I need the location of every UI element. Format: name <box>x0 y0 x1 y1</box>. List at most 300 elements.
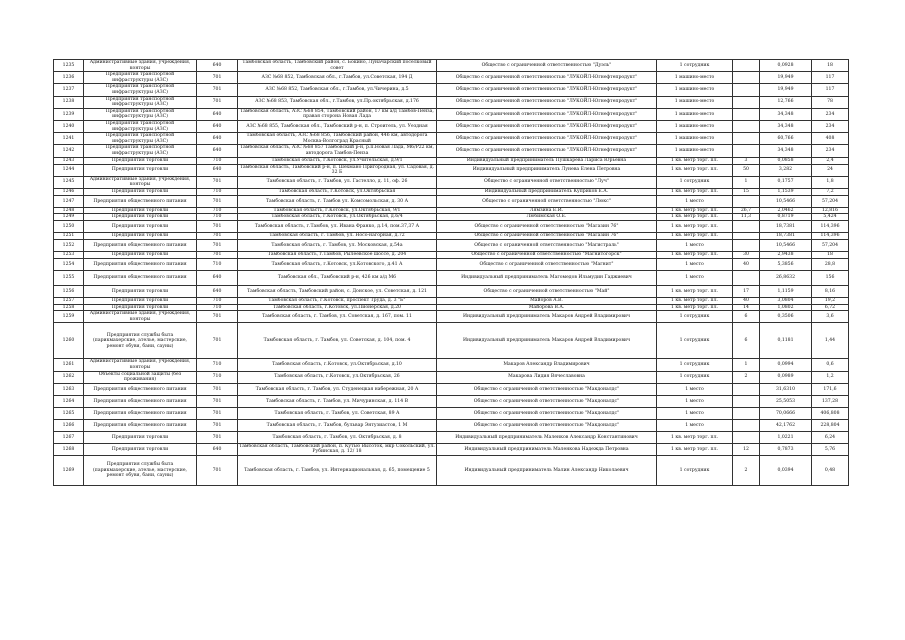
quantity-cell: 26,7 <box>733 207 760 214</box>
table-row <box>54 298 849 305</box>
address-cell: Тамбовская область, г. Тамбов, ул. Носо-нагорная, д.72 <box>238 233 437 240</box>
object-type-cell: Предприятия службы быта (парикмахерские, ателье, мастерские, ремонт обуви, бани, сауны) <box>84 456 197 486</box>
register-table-container <box>53 59 848 486</box>
unit-cell: 1 кв. метр торг. пл. <box>657 157 733 164</box>
row-number-cell: 1238 <box>54 96 84 108</box>
organization-cell: Лямзина Е.И. <box>437 207 657 214</box>
volume-cell: 117 <box>812 84 849 96</box>
organization-cell: Общество с ограниченной ответственностью "ЛУКОЙЛ-Югнефтепродукт" <box>437 96 657 108</box>
norm-cell: 42,1762 <box>760 419 812 431</box>
norm-cell: 34,348 <box>760 120 812 132</box>
organization-cell: Общество с ограниченной ответственностью "ЛУКОЙЛ-Югнефтепродукт" <box>437 72 657 84</box>
organization-cell: Макарова Лидия Вячеславовна <box>437 371 657 383</box>
organization-cell: Индивидуальный предприниматель Макаров Андрей Владимирович <box>437 323 657 359</box>
quantity-cell: 40 <box>733 259 760 271</box>
object-type-cell: Предприятия транспортной инфраструктуры (АЗС) <box>84 108 197 120</box>
volume-cell: 18 <box>812 60 849 72</box>
address-cell: Тамбовская область, г.Тамбов, ул. Ивана Франко, д.14, пом.37,37 А <box>238 221 437 233</box>
volume-cell: 57,204 <box>812 240 849 252</box>
address-cell: Тамбовская область, АЗС №68 856, Тамбовский район, 446 км, автодорога Москва-Волгоград Красный <box>238 133 437 145</box>
object-type-cell: Предприятия торговли <box>84 188 197 195</box>
norm-cell: 1,0802 <box>760 304 812 311</box>
row-number-cell: 1257 <box>54 298 84 305</box>
unit-cell: 1 кв. метр торг. пл. <box>657 214 733 221</box>
region-code-cell: 701 <box>197 323 238 359</box>
volume-cell: 0,6 <box>812 359 849 371</box>
norm-cell: 18,7381 <box>760 221 812 233</box>
organization-cell: Общество с ограниченной ответственностью "ЛУКОЙЛ-Югнефтепродукт" <box>437 108 657 120</box>
region-code-cell: 710 <box>197 259 238 271</box>
norm-cell: 34,348 <box>760 108 812 120</box>
volume-cell: 19,2 <box>812 298 849 305</box>
norm-cell: 0,0994 <box>760 359 812 371</box>
row-number-cell: 1247 <box>54 195 84 207</box>
address-cell: Тамбовская область, г.Котовск, ул.Октябрьская <box>238 188 437 195</box>
object-type-cell: Предприятия общественного питания <box>84 419 197 431</box>
address-cell: АЗС №68 855, Тамбовская обл., Тамбовский р-н, п. Строитель, ул. Уездная <box>238 120 437 132</box>
table-row <box>54 311 849 323</box>
volume-cell: 234 <box>812 120 849 132</box>
region-code-cell: 640 <box>197 145 238 157</box>
region-code-cell: 701 <box>197 84 238 96</box>
region-code-cell: 710 <box>197 304 238 311</box>
region-code-cell: 640 <box>197 164 238 176</box>
unit-cell: 1 сотрудник <box>657 456 733 486</box>
table-row <box>54 304 849 311</box>
quantity-cell: 14 <box>733 304 760 311</box>
table-row <box>54 240 849 252</box>
region-code-cell: 701 <box>197 240 238 252</box>
organization-cell: Общество с ограниченной ответственностью "Макдоналдс" <box>437 407 657 419</box>
region-code-cell: 640 <box>197 108 238 120</box>
volume-cell: 156 <box>812 271 849 286</box>
organization-cell: Общество с ограниченной ответственностью "Люкс" <box>437 195 657 207</box>
norm-cell: 34,348 <box>760 145 812 157</box>
volume-cell: 117 <box>812 72 849 84</box>
organization-cell: Общество с ограниченной ответственностью "Магазин 76" <box>437 221 657 233</box>
region-code-cell: 710 <box>197 359 238 371</box>
region-code-cell: 701 <box>197 252 238 259</box>
object-type-cell: Предприятия торговли <box>84 443 197 455</box>
row-number-cell: 1246 <box>54 188 84 195</box>
object-type-cell: Предприятия службы быта (парикмахерские, ателье, мастерские, ремонт обуви, бани, сауны) <box>84 323 197 359</box>
organization-cell: Общество с ограниченной ответственностью "Магистраль" <box>437 240 657 252</box>
region-code-cell: 640 <box>197 271 238 286</box>
table-row <box>54 271 849 286</box>
object-type-cell: Предприятия торговли <box>84 298 197 305</box>
address-cell: Тамбовская область, г. Тамбов, ул. Советская, 89 А <box>238 407 437 419</box>
row-number-cell: 1243 <box>54 157 84 164</box>
table-row <box>54 176 849 188</box>
quantity-cell <box>733 233 760 240</box>
address-cell: Тамбовская область, г.Котовск, проспект Труда, д. 3 "Б" <box>238 298 437 305</box>
volume-cell: 137,28 <box>812 395 849 407</box>
region-code-cell: 710 <box>197 298 238 305</box>
region-code-cell: 640 <box>197 286 238 298</box>
quantity-cell: 6 <box>733 311 760 323</box>
norm-cell: 2,9438 <box>760 252 812 259</box>
table-row <box>54 96 849 108</box>
row-number-cell: 1263 <box>54 383 84 395</box>
quantity-cell <box>733 395 760 407</box>
volume-cell: 1,8 <box>812 176 849 188</box>
organization-cell: Общество с ограниченной ответственностью "Макдоналдс" <box>437 383 657 395</box>
volume-cell: 114,396 <box>812 221 849 233</box>
unit-cell: 1 сотрудник <box>657 311 733 323</box>
table-row <box>54 443 849 455</box>
organization-cell: Общество с ограниченной ответственностью "Дуэль" <box>437 60 657 72</box>
row-number-cell: 1267 <box>54 431 84 443</box>
address-cell: Тамбовская обл., Тамбовский р-н, 426 км а/д М6 <box>238 271 437 286</box>
address-cell: Тамбовская область, Тамбовский район, с. Донское, ул. Советская, д. 121 <box>238 286 437 298</box>
norm-cell: 60,766 <box>760 133 812 145</box>
address-cell: Тамбовская область, Тамбовский район, п. Кутью Высоток, мкр Сокольский, ул. Рубинская, д. 12/ 18 <box>239 443 435 455</box>
region-code-cell: 701 <box>197 176 238 188</box>
quantity-cell <box>733 145 760 157</box>
volume-cell: 2,4 <box>812 157 849 164</box>
object-type-cell: Предприятия торговли <box>84 207 197 214</box>
volume-cell: 406,808 <box>812 407 849 419</box>
norm-cell: 0,1757 <box>760 176 812 188</box>
volume-cell: 7,2 <box>812 188 849 195</box>
organization-cell: Индивидуальный предприниматель Лунева Елена Петровна <box>437 164 657 176</box>
region-code-cell: 701 <box>197 456 238 486</box>
quantity-cell <box>733 407 760 419</box>
quantity-cell: 15 <box>733 188 760 195</box>
address-cell: Тамбовская область, г. Тамбов, ул. Октябрьская, д. 8 <box>238 431 437 443</box>
row-number-cell: 1239 <box>54 108 84 120</box>
volume-cell: 1,44 <box>812 323 849 359</box>
volume-cell: 12,816 <box>812 207 849 214</box>
row-number-cell: 1255 <box>54 271 84 286</box>
address-cell: Тамбовская область, г. Тамбов, ул. Советская, д. 167, пом. 11 <box>238 311 437 323</box>
unit-cell: 1 сотрудник <box>657 359 733 371</box>
volume-cell: 234 <box>812 145 849 157</box>
object-type-cell: Административные здания, учреждения, конторы <box>84 311 197 323</box>
norm-cell: 26,8632 <box>760 271 812 286</box>
quantity-cell <box>733 383 760 395</box>
unit-cell: 1 место <box>657 407 733 419</box>
object-type-cell: Предприятия транспортной инфраструктуры (АЗС) <box>84 145 197 157</box>
object-type-cell: Предприятия торговли <box>84 304 197 311</box>
row-number-cell: 1269 <box>54 456 84 486</box>
address-cell: Тамбовская область, г. Тамбов, ул. Гастелло, д. 11, оф. 26 <box>238 176 437 188</box>
address-cell: Тамбовская область, г.Котовск, ул.Пионерская, д.20 <box>238 304 437 311</box>
organization-cell: Общество с ограниченной ответственностью "ЛУКОЙЛ-Югнефтепродукт" <box>437 120 657 132</box>
row-number-cell: 1236 <box>54 72 84 84</box>
region-code-cell: 710 <box>197 188 238 195</box>
volume-cell: 3,6 <box>812 311 849 323</box>
organization-cell: Майорова В.А. <box>437 304 657 311</box>
address-cell: Тамбовская область, Тамбовский район, с. Бокино, Луначарский поселковый совет <box>238 60 437 72</box>
table-row <box>54 60 849 72</box>
table-row <box>54 214 849 221</box>
norm-cell: 12,766 <box>760 96 812 108</box>
unit-cell: 1 кв. метр торг. пл. <box>657 304 733 311</box>
volume-cell: 1,2 <box>812 371 849 383</box>
row-number-cell: 1262 <box>54 371 84 383</box>
volume-cell: 228,804 <box>812 419 849 431</box>
row-number-cell: 1242 <box>54 145 84 157</box>
unit-cell: 1 кв. метр торг. пл. <box>657 431 733 443</box>
address-cell: Тамбовская область, г. Тамбов, ул. Студенецкая набережная, 20 А <box>238 383 437 395</box>
region-code-cell: 701 <box>197 311 238 323</box>
organization-cell: Любимская О.Е. <box>437 214 657 221</box>
organization-cell: Общество с ограниченной ответственностью "Макдоналдс" <box>437 419 657 431</box>
unit-cell: 1 машино-место <box>657 72 733 84</box>
norm-cell: 3,0804 <box>760 298 812 305</box>
unit-cell: 1 кв. метр торг. пл. <box>657 188 733 195</box>
norm-cell: 2,0462 <box>760 207 812 214</box>
norm-cell: 0,7873 <box>760 443 812 455</box>
object-type-cell: Предприятия общественного питания <box>84 240 197 252</box>
address-cell: Тамбовская область, г.Котовск, ул.Октябрьская, д.6/4 <box>238 214 437 221</box>
norm-cell: 19,949 <box>760 84 812 96</box>
region-code-cell: 701 <box>197 395 238 407</box>
address-cell: Тамбовская область, г.Котовск, ул.Учительская, д.9/1 <box>238 157 437 164</box>
quantity-cell: 17 <box>733 286 760 298</box>
object-type-cell: Предприятия торговли <box>84 214 197 221</box>
row-number-cell: 1237 <box>54 84 84 96</box>
object-type-cell: Административные здания, учреждения, конторы <box>84 359 197 371</box>
table-body <box>54 60 849 486</box>
address-cell: Тамбовская область, г.Тамбов, Рылеевское шоссе, д. 204 <box>238 252 437 259</box>
table-row <box>54 233 849 240</box>
row-number-cell: 1264 <box>54 395 84 407</box>
quantity-cell <box>733 419 760 431</box>
organization-cell: Макаров Александр Владимирович <box>437 359 657 371</box>
unit-cell: 1 место <box>657 271 733 286</box>
quantity-cell: 12 <box>733 443 760 455</box>
quantity-cell: 1 <box>733 359 760 371</box>
quantity-cell: 50 <box>733 164 760 176</box>
organization-cell: Общество с ограниченной ответственностью "ЛУКОЙЛ-Югнефтепродукт" <box>437 84 657 96</box>
address-cell: АЗС №68 852, Тамбовская обл., г.Тамбов, ул.Чичерина, д.5 <box>238 84 437 96</box>
address-cell: Тамбовская область, г.Котовск, ул.Октябрьская, 9/1 <box>238 207 437 214</box>
row-number-cell: 1245 <box>54 176 84 188</box>
volume-cell: 234 <box>812 108 849 120</box>
address-cell: Тамбовская область, г. Тамбов, ул. Интернациональная, д. 65, помещение 5 <box>238 456 437 486</box>
row-number-cell: 1235 <box>54 60 84 72</box>
organization-cell: Общество с ограниченной ответственностью "Май" <box>437 286 657 298</box>
norm-cell: 10,5466 <box>760 195 812 207</box>
address-cell: Тамбовская область, г. Тамбов, ул. Мичуринская, д. 114 В <box>238 395 437 407</box>
table-row <box>54 286 849 298</box>
address-cell: Тамбовская область, г. Тамбов, ул. Советская, д. 104, пом. 4 <box>238 323 437 359</box>
norm-cell: 1,0221 <box>760 431 812 443</box>
object-type-cell: Административные здания, учреждения, конторы <box>84 176 197 188</box>
table-row <box>54 395 849 407</box>
object-type-cell: Предприятия торговли <box>84 157 197 164</box>
address-cell: Тамбовская область, г.Котовск, ул.Октябрьская, 26 <box>238 371 437 383</box>
quantity-cell <box>733 96 760 108</box>
address-cell: Тамбовская область, г.Котовск, ул.Октябрьская, д.10 <box>238 359 437 371</box>
row-number-cell: 1265 <box>54 407 84 419</box>
table-row <box>54 221 849 233</box>
address-cell: Тамбовская область, АЗС №68 857 Тамбовский р-н, р.п.Новая Лада, М6/Р22 км, автодорога Тамбов-Пенза <box>238 145 437 157</box>
table-row <box>54 371 849 383</box>
row-number-cell: 1252 <box>54 240 84 252</box>
organization-cell: Общество с ограниченной ответственностью "Магнит" <box>437 259 657 271</box>
quantity-cell <box>733 133 760 145</box>
unit-cell: 1 машино-место <box>657 96 733 108</box>
unit-cell: 1 кв. метр торг. пл. <box>657 298 733 305</box>
row-number-cell: 1268 <box>54 443 84 455</box>
volume-cell: 57,204 <box>812 195 849 207</box>
object-type-cell: Предприятия торговли <box>84 286 197 298</box>
quantity-cell: 1 <box>733 176 760 188</box>
table-row <box>54 195 849 207</box>
organization-cell: Общество с ограниченной ответственностью "ЛУКОЙЛ-Югнефтепродукт" <box>437 145 657 157</box>
table-row <box>54 157 849 164</box>
region-code-cell: 701 <box>197 431 238 443</box>
quantity-cell <box>733 221 760 233</box>
region-code-cell: 710 <box>197 157 238 164</box>
quantity-cell <box>733 108 760 120</box>
row-number-cell: 1256 <box>54 286 84 298</box>
unit-cell: 1 кв. метр торг. пл. <box>657 286 733 298</box>
quantity-cell: 2 <box>733 371 760 383</box>
unit-cell: 1 место <box>657 195 733 207</box>
address-cell: Тамбовская область, Тамбовский р-н, п. Шехмано Пригородная, ул. Садовая, д. 32 Б <box>238 164 437 176</box>
quantity-cell <box>733 60 760 72</box>
volume-cell: 5,76 <box>812 443 849 455</box>
row-number-cell: 1261 <box>54 359 84 371</box>
object-type-cell: Предприятия общественного питания <box>84 383 197 395</box>
volume-cell: 171,6 <box>812 383 849 395</box>
unit-cell: 1 машино-место <box>657 133 733 145</box>
region-code-cell: 640 <box>197 133 238 145</box>
quantity-cell: 30 <box>733 252 760 259</box>
unit-cell: 1 кв. метр торг. пл. <box>657 252 733 259</box>
row-number-cell: 1240 <box>54 120 84 132</box>
object-type-cell: Предприятия транспортной инфраструктуры (АЗС) <box>84 72 197 84</box>
volume-cell: 0,48 <box>812 456 849 486</box>
address-cell: Тамбовская область, АЗС №68 854, Тамбовский район, 17 км а/д Тамбов-Пенза, правая сторона Новая Лада <box>238 108 437 120</box>
organization-cell: Индивидуальный предприниматель Макаров Андрей Владимирович <box>437 311 657 323</box>
volume-cell: 6,72 <box>812 304 849 311</box>
object-type-cell: Предприятия торговли <box>84 233 197 240</box>
norm-cell: 5,3856 <box>760 259 812 271</box>
quantity-cell <box>733 271 760 286</box>
volume-cell: 18 <box>812 252 849 259</box>
object-type-cell: Предприятия транспортной инфраструктуры (АЗС) <box>84 120 197 132</box>
unit-cell: 1 место <box>657 383 733 395</box>
object-type-cell: Предприятия торговли <box>84 221 197 233</box>
volume-cell: 8,16 <box>812 286 849 298</box>
object-type-cell: Административные здания, учреждения, конторы <box>84 60 197 72</box>
object-type-cell: Предприятия транспортной инфраструктуры (АЗС) <box>84 84 197 96</box>
unit-cell: 1 кв. метр торг. пл. <box>657 164 733 176</box>
object-type-cell: Предприятия транспортной инфраструктуры (АЗС) <box>84 133 197 145</box>
norm-cell: 70,0666 <box>760 407 812 419</box>
unit-cell: 1 машино-место <box>657 84 733 96</box>
organization-cell: Общество с ограниченной ответственностью "Луч" <box>437 176 657 188</box>
table-row <box>54 145 849 157</box>
quantity-cell <box>733 120 760 132</box>
row-number-cell: 1254 <box>54 259 84 271</box>
organization-cell: Индивидуальный предприниматель Куприков Е.А. <box>437 188 657 195</box>
quantity-cell <box>733 72 760 84</box>
address-cell: Тамбовская область, г. Тамбов, бульвар Энтузиастов, 1 М <box>238 419 437 431</box>
norm-cell: 18,7381 <box>760 233 812 240</box>
unit-cell: 1 сотрудник <box>657 176 733 188</box>
unit-cell: 1 место <box>657 240 733 252</box>
object-type-cell: Предприятия общественного питания <box>84 271 197 286</box>
row-number-cell: 1258 <box>54 304 84 311</box>
table-row <box>54 259 849 271</box>
norm-cell: 10,5466 <box>760 240 812 252</box>
table-row <box>54 383 849 395</box>
volume-cell: 6,24 <box>812 431 849 443</box>
organization-cell: Индивидуальный предприниматель Маленков Александр Константинович <box>437 431 657 443</box>
table-row <box>54 407 849 419</box>
organization-cell: Общество с ограниченной ответственностью "Магнитогорск" <box>437 252 657 259</box>
norm-cell: 0,1181 <box>760 323 812 359</box>
object-type-cell: Предприятия общественного питания <box>84 407 197 419</box>
table-row <box>54 133 849 145</box>
organization-cell: Общество с ограниченной ответственностью "Макдоналдс" <box>437 395 657 407</box>
quantity-cell: 2 <box>733 456 760 486</box>
quantity-cell <box>733 84 760 96</box>
row-number-cell: 1241 <box>54 133 84 145</box>
region-code-cell: 701 <box>197 221 238 233</box>
row-number-cell: 1266 <box>54 419 84 431</box>
table-row <box>54 252 849 259</box>
region-code-cell: 701 <box>197 407 238 419</box>
table-row <box>54 359 849 371</box>
address-cell: АЗС №68 852, Тамбовская обл., г.Тамбов, ул.Советская, 194 Д <box>238 72 437 84</box>
quantity-cell <box>733 431 760 443</box>
norm-cell: 0,0858 <box>760 157 812 164</box>
quantity-cell: 6 <box>733 323 760 359</box>
table-row <box>54 456 849 486</box>
organization-cell: Индивидуальный предприниматель Пушкарева Лариса Юрьевна <box>437 157 657 164</box>
norm-cell: 0,0989 <box>760 371 812 383</box>
object-type-cell: Предприятия транспортной инфраструктуры (АЗС) <box>84 96 197 108</box>
unit-cell: 1 место <box>657 395 733 407</box>
object-type-cell: Предприятия торговли <box>84 252 197 259</box>
region-code-cell: 701 <box>197 383 238 395</box>
region-code-cell: 701 <box>197 419 238 431</box>
region-code-cell: 640 <box>197 60 238 72</box>
norm-cell: 3,282 <box>760 164 812 176</box>
volume-cell: 114,396 <box>812 233 849 240</box>
row-number-cell: 1260 <box>54 323 84 359</box>
norm-cell: 0,3506 <box>760 311 812 323</box>
table-row <box>54 431 849 443</box>
table-row <box>54 164 849 176</box>
norm-cell: 1,1159 <box>760 286 812 298</box>
unit-cell: 1 место <box>657 259 733 271</box>
unit-cell: 1 сотрудник <box>657 60 733 72</box>
quantity-cell: 3 <box>733 157 760 164</box>
object-type-cell: Предприятия торговли <box>84 431 197 443</box>
address-cell: Тамбовская область, г.Котовск, ул.Котовского, д.41 А <box>238 259 437 271</box>
region-code-cell: 701 <box>197 96 238 108</box>
unit-cell: 1 сотрудник <box>657 323 733 359</box>
region-code-cell: 701 <box>197 72 238 84</box>
unit-cell: 1 машино-место <box>657 145 733 157</box>
table-row <box>54 84 849 96</box>
region-code-cell: 710 <box>197 214 238 221</box>
volume-cell: 24 <box>812 164 849 176</box>
quantity-cell: 11,3 <box>733 214 760 221</box>
object-type-cell: Предприятия общественного питания <box>84 195 197 207</box>
region-code-cell: 640 <box>197 120 238 132</box>
row-number-cell: 1244 <box>54 164 84 176</box>
address-cell: АЗС №68 853, Тамбовская обл., г.Тамбов, ул.Пр.октябрьская, д.176 <box>238 96 437 108</box>
